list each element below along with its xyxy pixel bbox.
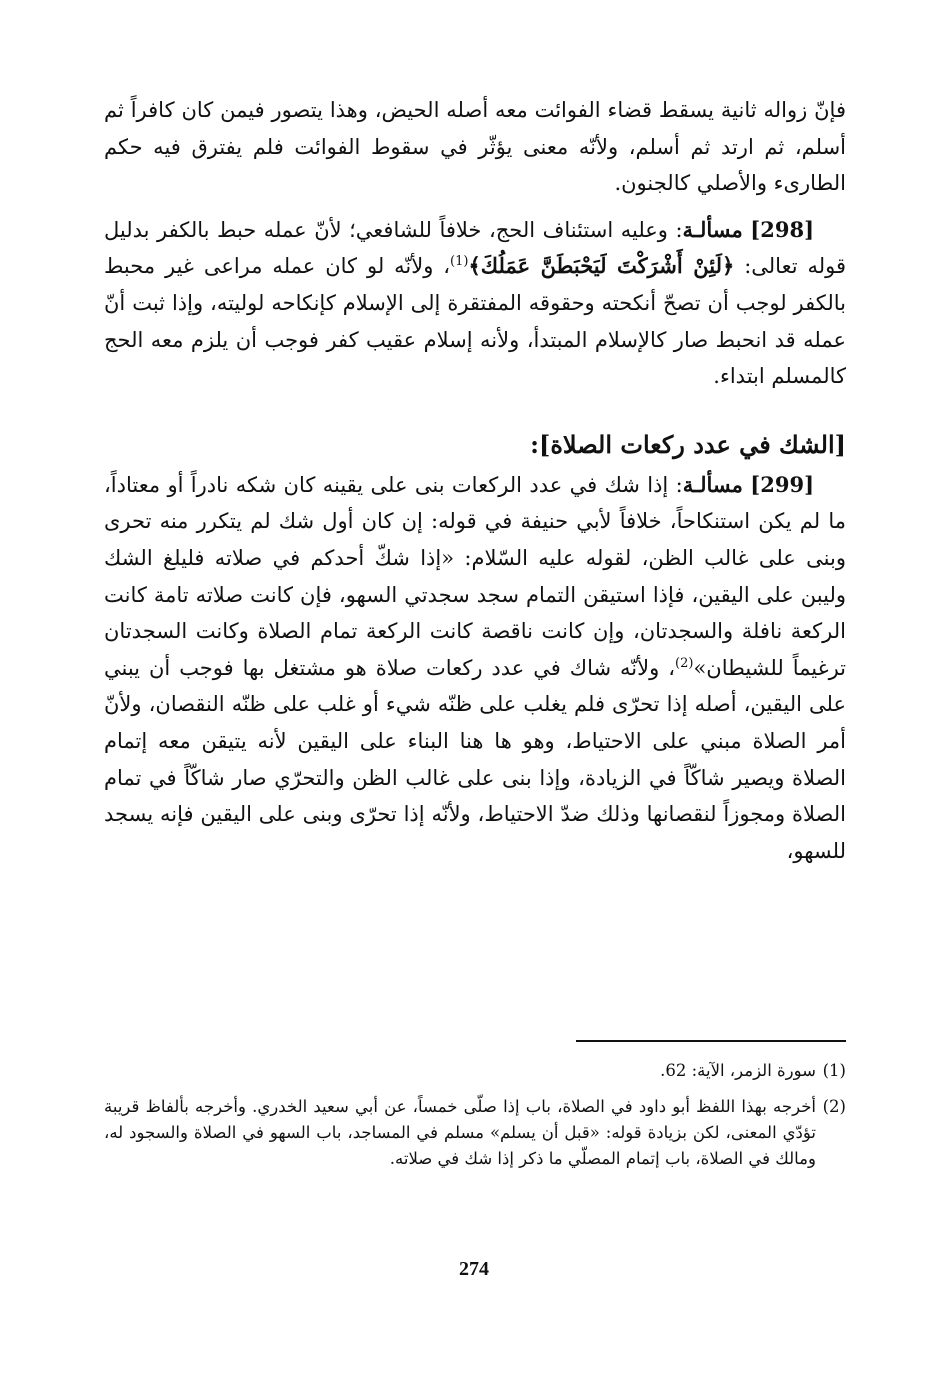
quran-quote: ﴿لَئِنْ أَشْرَكْتَ لَيَحْبَطَنَّ عَمَلُكَ﴾ xyxy=(468,253,735,279)
issue-text-continued: ، ولأنّه شاك في عدد ركعات صلاة هو مشتغل بها فوجب أن يبني على اليقين، أصله إذا تحرّى فلم يغلب على ظنّه شيء أو غلب على ظنّه النقصان، ولأنّ أمر الصلاة مبني على الاحتياط، وهو ها هنا البناء على اليقين لأنه يتيقن معه إتمام الصلاة ويصير شاكّاً في الزيادة، وإذا بنى على غالب الظن والتحرّي صار شاكّاً في تمام الصلاة ومجوزاً لنقصانها وذلك ضدّ الاحتياط، ولأنّه إذا تحرّى وبنى على اليقين فإنه يسجد للسهو، xyxy=(104,655,846,863)
issue-text: : وعليه استئناف الحج، خلافاً للشافعي؛ لأنّ عمله حبط بالكفر بدليل قوله تعالى: xyxy=(104,217,847,279)
footnote-item xyxy=(104,1094,846,1172)
issue-number: [298] xyxy=(750,216,814,242)
footnotes-section xyxy=(104,1040,846,1182)
issue-298-paragraph xyxy=(104,212,846,395)
page-body xyxy=(104,92,846,869)
footnote-text: سورة الزمر، الآية: 62. xyxy=(660,1061,816,1080)
footnote-number: (1) xyxy=(822,1061,846,1080)
footnote-text: أخرجه بهذا اللفظ أبو داود في الصلاة، باب إذا صلّى خمساً، عن أبي سعيد الخدري. وأخرجه بألفاظ قريبة تؤدّي المعنى، لكن بزيادة قوله: «قبل أن يسلم» مسلم في المساجد، باب السهو في الصلاة والسجود له، ومالك في الصلاة، باب إتمام المصلّي ما ذكر إذا شك في صلاته. xyxy=(104,1097,816,1168)
footnote-number: (2) xyxy=(822,1097,846,1116)
section-heading: [الشك في عدد ركعات الصلاة]: xyxy=(530,429,846,459)
issue-label: مسألـة xyxy=(682,216,743,242)
footnote-ref: (2) xyxy=(675,655,694,671)
footnote-item xyxy=(104,1058,846,1084)
issue-text: : إذا شك في عدد الركعات بنى على يقينه كان شكه نادراً أو معتاداً، ما لم يكن استنكاحاً، خلافاً لأبي حنيفة في قوله: إن كان أول شك لم يتكرر منه تحرى وبنى على غالب الظن، لقوله عليه السّلام: «إذا شكّ أحدكم في صلاته فليلغ الشك وليبن على اليقين، فإذا استيقن التمام سجد سجدتي السهو، فإن كانت صلاته تامة كانت الركعة نافلة والسجدتان، وإن كانت ناقصة كانت الركعة تمام الصلاة وكانت السجدتان ترغيماً للشيطان» xyxy=(104,472,846,680)
footnote-ref: (1) xyxy=(450,254,469,270)
issue-text-continued: ، ولأنّه لو كان عمله مراعى غير محبط بالكفر لوجب أن تصحّ أنكحته وحقوقه المفتقرة إلى الإسلام كإنكاحه لوليته، وإذا ثبت أنّ عمله قد انحبط صار كالإسلام المبتدأ، ولأنه إسلام عقيب كفر فوجب أن يلزم معه الحج كالمسلم ابتداء. xyxy=(104,254,846,389)
issue-label: مسألـة xyxy=(682,471,743,497)
issue-299-paragraph xyxy=(104,467,846,870)
issue-number: [299] xyxy=(750,471,814,497)
page-number: 274 xyxy=(459,1258,489,1280)
footnote-divider xyxy=(576,1040,846,1042)
paragraph-intro: فإنّ زواله ثانية يسقط قضاء الفوائت معه أصله الحيض، وهذا يتصور فيمن كان كافراً ثم أسلم، ثم ارتد ثم أسلم، ولأنّه معنى يؤثّر في سقوط الفوائت فلم يفترق فيه حكم الطارىء والأصلي كالجنون. xyxy=(104,98,846,196)
